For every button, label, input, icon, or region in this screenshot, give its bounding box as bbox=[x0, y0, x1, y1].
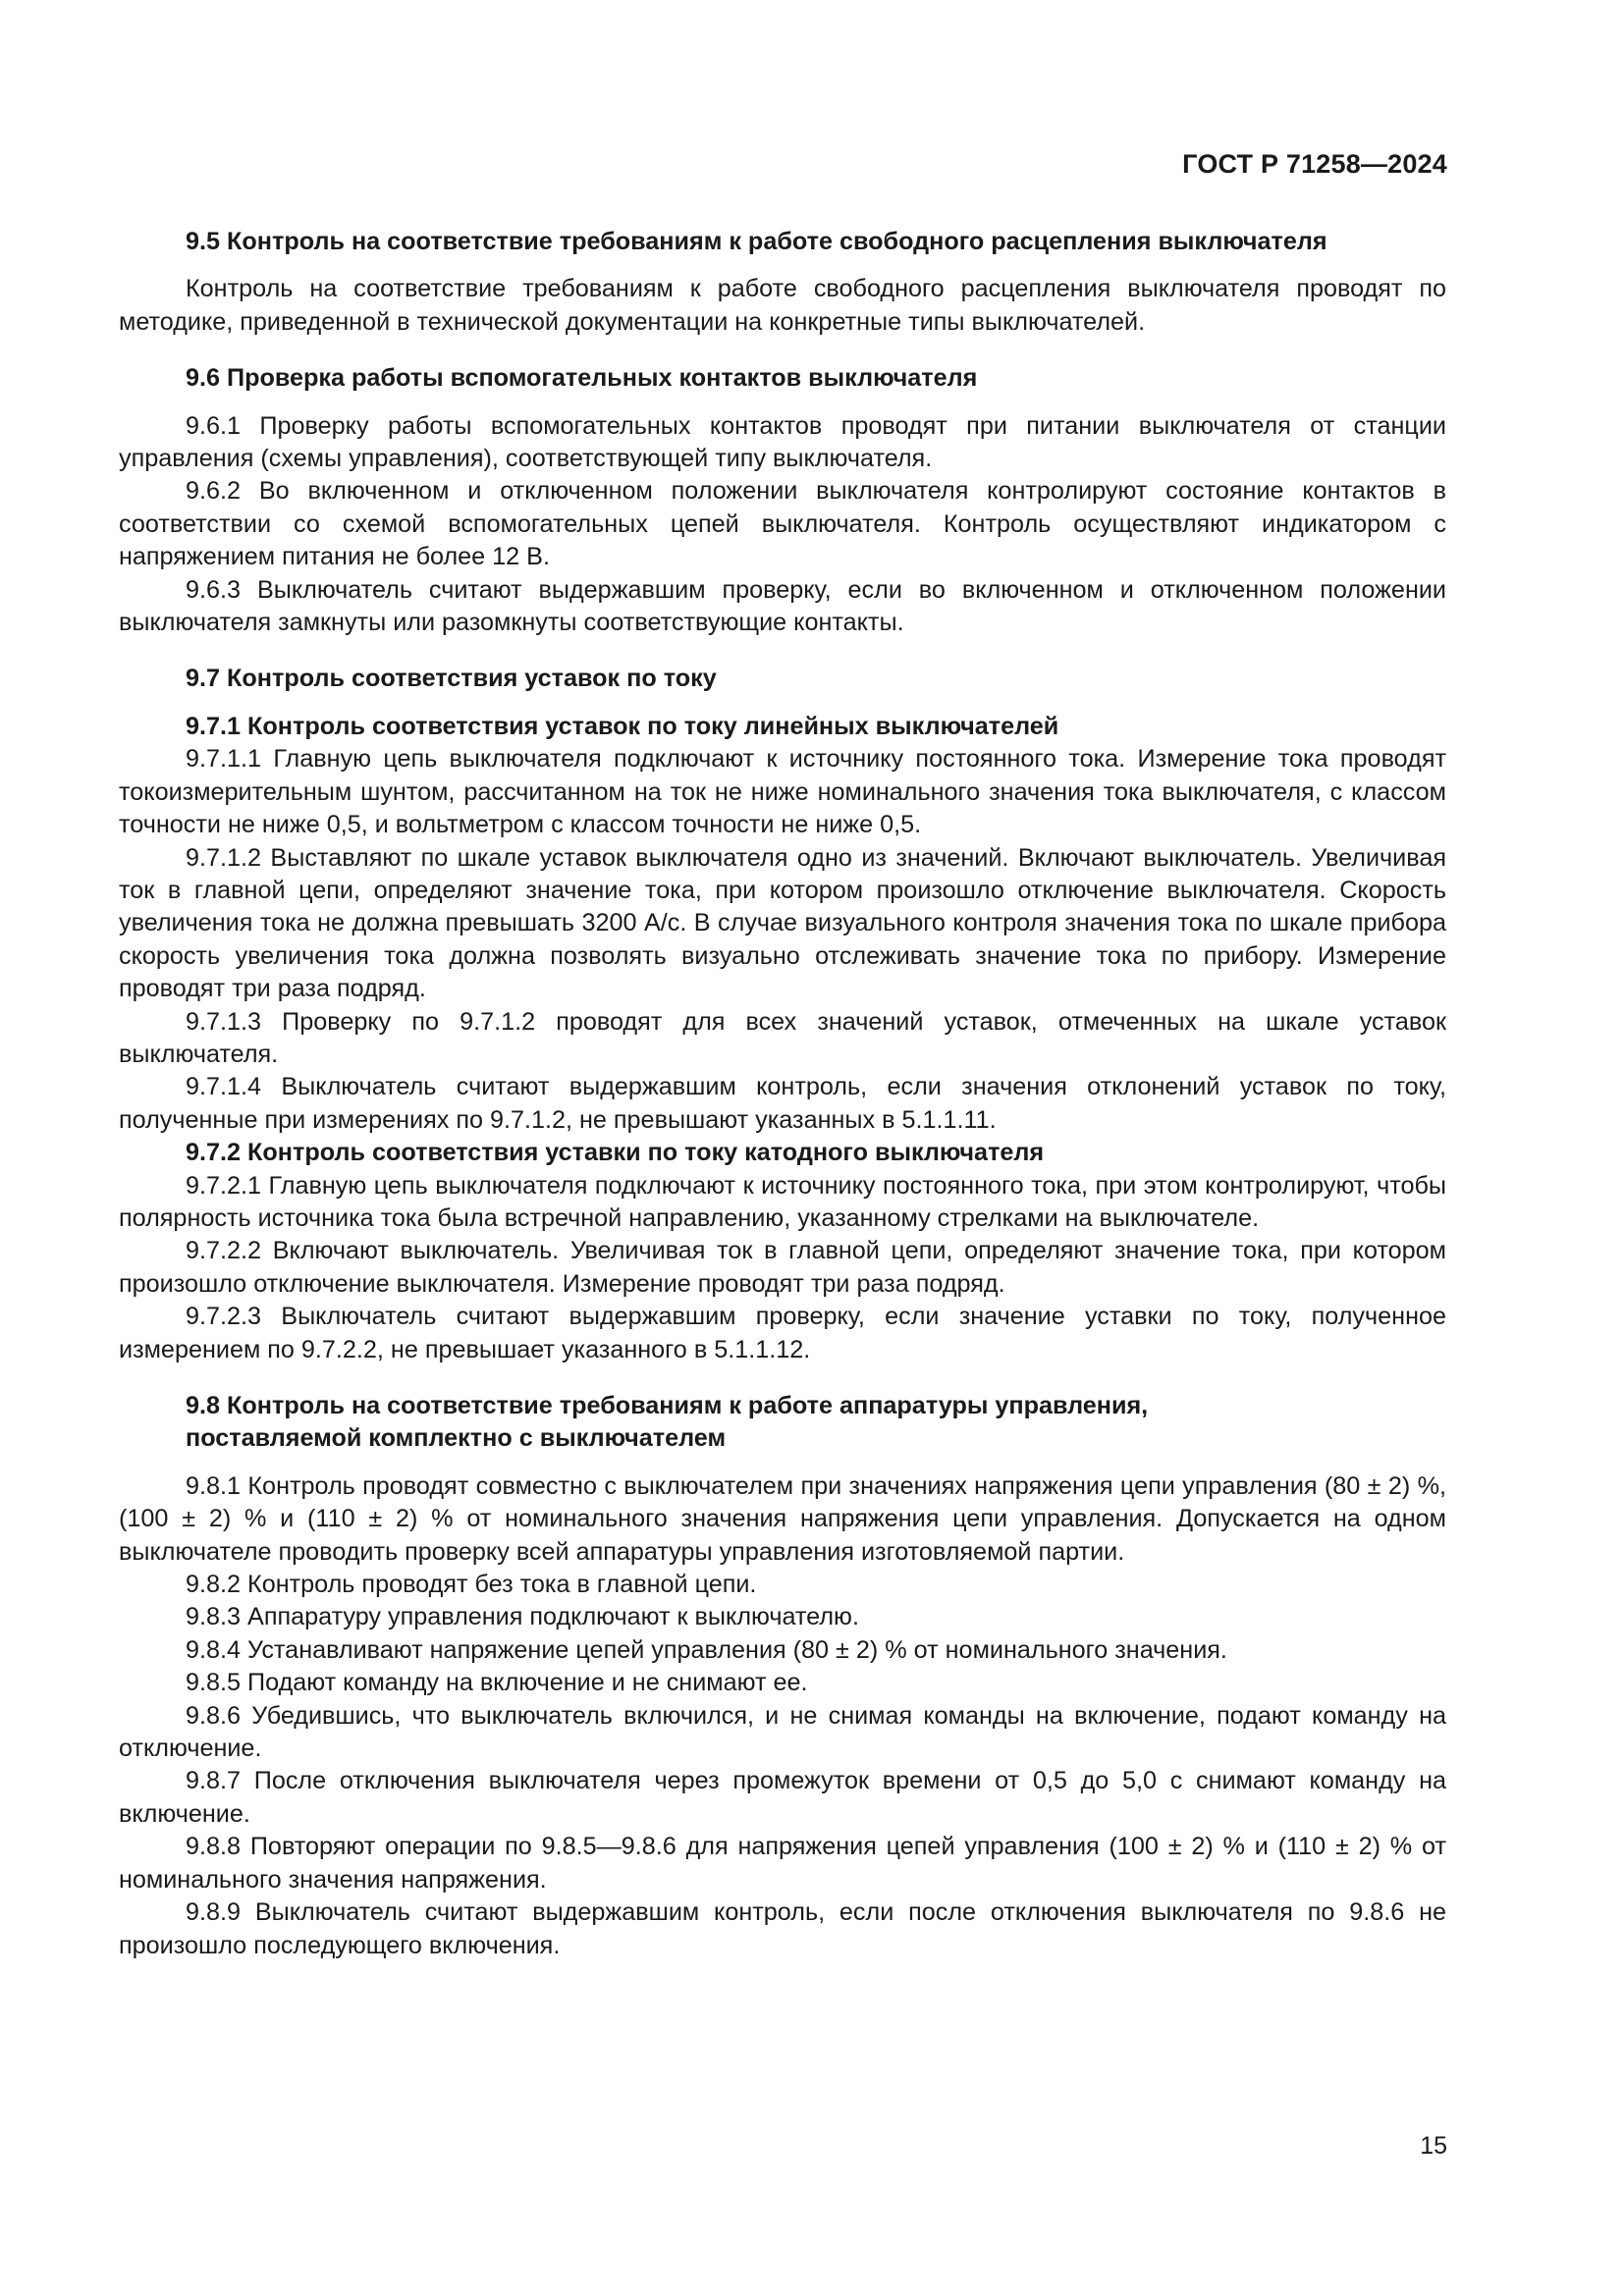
paragraph-9-7-2-1: 9.7.2.1 Главную цепь выключателя подключают к источнику постоянного тока, при этом контролируют, чтобы полярность источника тока была встречной направлению, указанному стрелками на выключателе. bbox=[119, 1171, 1446, 1232]
paragraph-9-8-4: 9.8.4 Устанавливают напряжение цепей управления (80 ± 2) % от номинального значения. bbox=[186, 1635, 1227, 1664]
section-9-8-heading-line2: поставляемой комплектно с выключателем bbox=[186, 1424, 727, 1453]
section-9-5-paragraph: Контроль на соответствие требованиям к работе свободного расцепления выключателя проводят по методике, приведенной в технической документации на конкретные типы выключателей. bbox=[119, 275, 1446, 336]
subsection-9-7-2-heading: 9.7.2 Контроль соответствия уставки по току катодного выключателя bbox=[186, 1139, 1045, 1167]
section-9-8-heading bbox=[119, 1390, 1446, 1456]
paragraph-9-7-1-3: 9.7.1.3 Проверку по 9.7.1.2 проводят для всех значений уставок, отмеченных на шкале уставок выключателя. bbox=[119, 1007, 1446, 1068]
paragraph-9-7-1-2: 9.7.1.2 Выставляют по шкале уставок выключателя одно из значений. Включают выключатель. Увеличивая ток в главной цепи, определяют значение тока, при котором произошло отключение выключателя. Скорость увеличения тока не должна превышать 3200 А/с. В случае визуального контроля значения тока по шкале прибора скорость увеличения тока должна позволять визуально отслеживать значение тока по прибору. Измерение проводят три раза подряд. bbox=[119, 843, 1446, 1003]
paragraph-9-8-6: 9.8.6 Убедившись, что выключатель включился, и не снимая команды на включение, подают команду на отключение. bbox=[119, 1701, 1446, 1763]
paragraph-9-8-5: 9.8.5 Подают команду на включение и не снимают ее. bbox=[186, 1669, 808, 1697]
subsection-9-7-1-heading: 9.7.1 Контроль соответствия уставок по току линейных выключателей bbox=[186, 712, 1059, 740]
page-number: 15 bbox=[1420, 2132, 1447, 2160]
paragraph-9-7-1-1: 9.7.1.1 Главную цепь выключателя подключают к источнику постоянного тока. Измерение тока проводят токоизмерительным шунтом, рассчитанном на ток не ниже номинального значения тока выключателя, с классом точности не ниже 0,5, и вольтметром с классом точности не ниже 0,5. bbox=[119, 745, 1446, 839]
section-9-8-heading-line1: 9.8 Контроль на соответствие требованиям к работе аппаратуры управления, bbox=[186, 1392, 1149, 1419]
paragraph-9-8-7: 9.8.7 После отключения выключателя через промежуток времени от 0,5 до 5,0 с снимают команду на включение. bbox=[119, 1767, 1446, 1828]
section-9-7-heading: 9.7 Контроль соответствия уставок по току bbox=[186, 665, 717, 693]
document-number-header: ГОСТ Р 71258—2024 bbox=[1182, 149, 1447, 179]
paragraph-9-6-3: 9.6.3 Выключатель считают выдержавшим проверку, если во включенном и отключенном положении выключателя замкнуты или разомкнуты соответствующие контакты. bbox=[119, 575, 1446, 637]
paragraph-9-8-2: 9.8.2 Контроль проводят без тока в главной цепи. bbox=[186, 1571, 757, 1599]
paragraph-9-8-3: 9.8.3 Аппаратуру управления подключают к выключателю. bbox=[186, 1603, 859, 1631]
document-body bbox=[119, 226, 1446, 1962]
paragraph-9-8-1: 9.8.1 Контроль проводят совместно с выключателем при значениях напряжения цепи управления (80 ± 2) %, (100 ± 2) % и (110 ± 2) % от номинального значения напряжения цепи управления. Допускается на одном выключателе проводить проверку всей аппаратуры управления изготовляемой партии. bbox=[119, 1471, 1446, 1566]
paragraph-9-7-2-2: 9.7.2.2 Включают выключатель. Увеличивая ток в главной цепи, определяют значение тока, при котором произошло отключение выключателя. Измерение проводят три раза подряд. bbox=[119, 1237, 1446, 1298]
paragraph-9-6-2: 9.6.2 Во включенном и отключенном положении выключателя контролируют состояние контактов в соответствии со схемой вспомогательных цепей выключателя. Контроль осуществляют индикатором с напряжением питания не более 12 В. bbox=[119, 477, 1446, 571]
section-9-5-heading: 9.5 Контроль на соответствие требованиям к работе свободного расцепления выключателя bbox=[186, 228, 1327, 255]
paragraph-9-6-1: 9.6.1 Проверку работы вспомогательных контактов проводят при питании выключателя от станции управления (схемы управления), соответствующей типу выключателя. bbox=[119, 411, 1446, 473]
paragraph-9-7-1-4: 9.7.1.4 Выключатель считают выдержавшим контроль, если значения отклонений уставок по току, полученные при измерениях по 9.7.1.2, не превышают указанных в 5.1.1.11. bbox=[119, 1073, 1446, 1134]
paragraph-9-7-2-3: 9.7.2.3 Выключатель считают выдержавшим проверку, если значение уставки по току, полученное измерением по 9.7.2.2, не превышает указанного в 5.1.1.12. bbox=[119, 1303, 1446, 1363]
paragraph-9-8-8: 9.8.8 Повторяют операции по 9.8.5—9.8.6 для напряжения цепей управления (100 ± 2) % и (110 ± 2) % от номинального значения напряжения. bbox=[119, 1833, 1446, 1894]
paragraph-9-8-9: 9.8.9 Выключатель считают выдержавшим контроль, если после отключения выключателя по 9.8.6 не произошло последующего включения. bbox=[119, 1898, 1446, 1959]
section-9-6-heading: 9.6 Проверка работы вспомогательных контактов выключателя bbox=[186, 364, 978, 393]
